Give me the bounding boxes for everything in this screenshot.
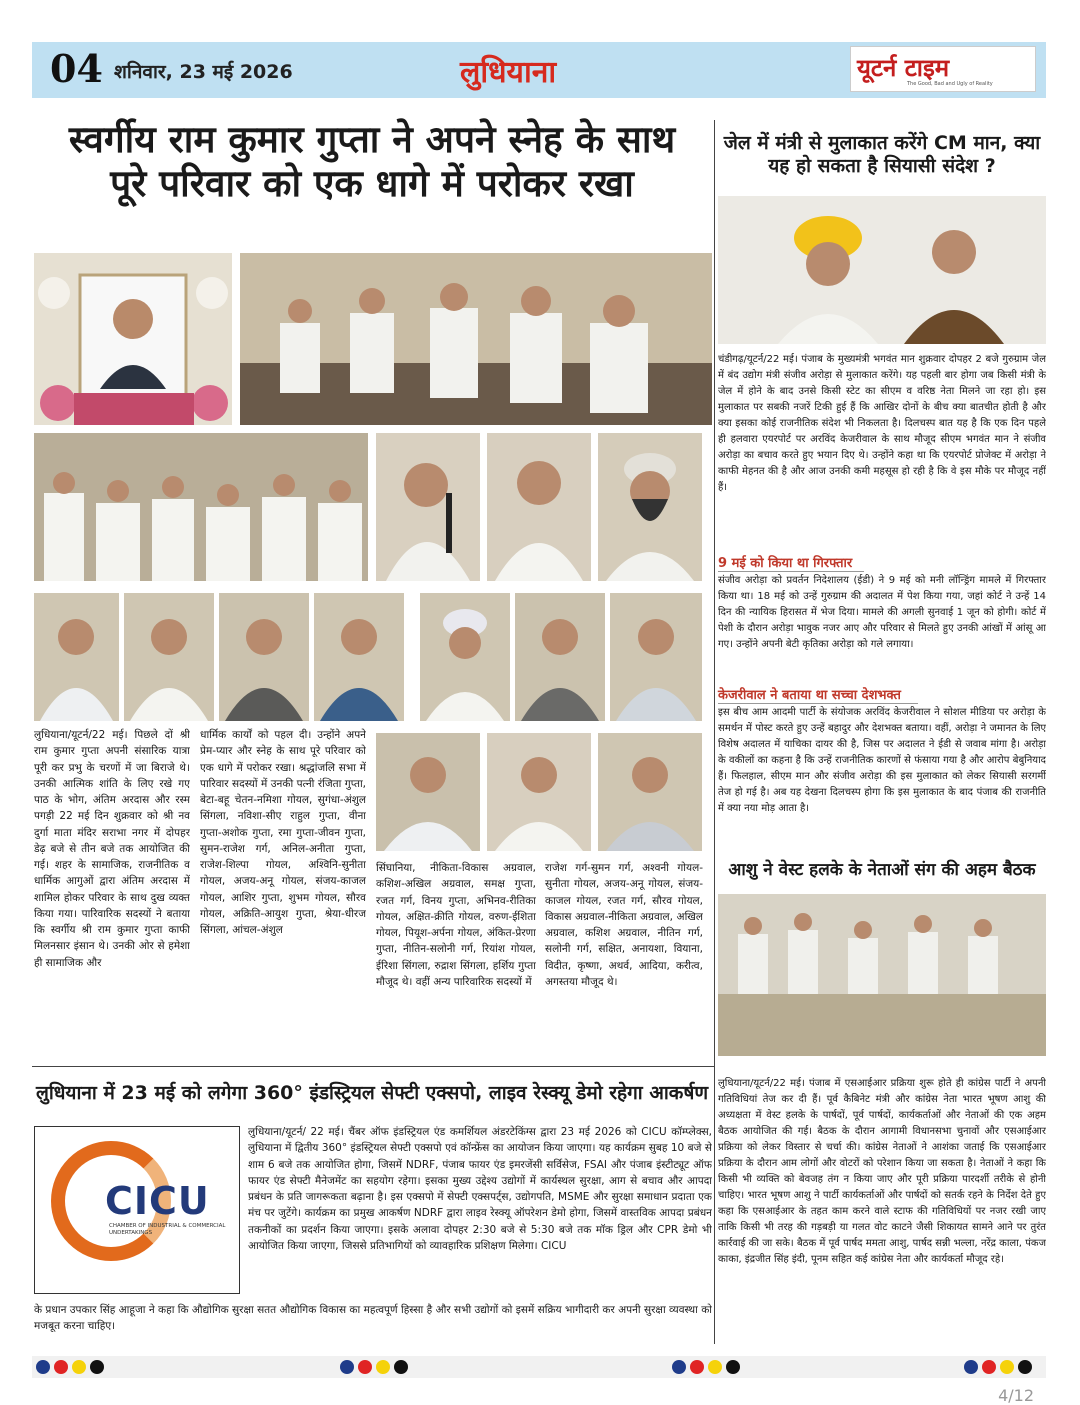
ashu-headline: आशु ने वेस्ट हलके के नेताओं संग की अहम बैठक bbox=[728, 860, 1036, 880]
cicu-logo-text: CICU bbox=[105, 1179, 210, 1223]
footer-dot-blue bbox=[672, 1360, 686, 1374]
portrait-photo bbox=[34, 253, 232, 425]
main-headline-line1: स्वर्गीय राम कुमार गुप्ता ने अपने स्नेह के साथ bbox=[68, 118, 676, 161]
footer-dot-yellow bbox=[708, 1360, 722, 1374]
gathering-photo-1 bbox=[240, 253, 712, 425]
main-headline-line2: पूरे परिवार को एक धागे में परोकर रखा bbox=[110, 162, 634, 206]
speaker-photo-1 bbox=[376, 433, 480, 581]
mourner-photo-8 bbox=[376, 733, 480, 851]
mourner-photo-6 bbox=[515, 593, 605, 721]
cm-subhead-1: 9 मई को किया था गिरफ्तार bbox=[718, 553, 864, 572]
mourner-photo-3 bbox=[219, 593, 309, 721]
cm-subhead-2: केजरीवाल ने बताया था सच्चा देशभक्त bbox=[718, 685, 918, 704]
footer-dot-red bbox=[690, 1360, 704, 1374]
ashu-meeting-photo bbox=[718, 894, 1046, 1056]
mourner-photo-1 bbox=[34, 593, 119, 721]
speaker-photo-3 bbox=[598, 433, 702, 581]
cm-headline: जेल में मंत्री से मुलाकात करेंगे CM मान, क्या यह हो सकता है सियासी संदेश ? bbox=[723, 132, 1041, 177]
mourner-photo-2 bbox=[124, 593, 214, 721]
logo-tagline: The Good, Bad and Ugly of Reality bbox=[907, 81, 993, 87]
mourner-photo-10 bbox=[598, 733, 702, 851]
footer-dot-black bbox=[394, 1360, 408, 1374]
footer-dot-red bbox=[54, 1360, 68, 1374]
cicu-logo bbox=[34, 1126, 240, 1294]
mourner-photo-7 bbox=[610, 593, 702, 721]
main-headline bbox=[32, 118, 712, 207]
speaker-photo-2 bbox=[487, 433, 591, 581]
footer-dot-blue bbox=[340, 1360, 354, 1374]
cm-story-para1: चंडीगढ़/यूटर्न/22 मई। पंजाब के मुख्यमंत्री भगवंत मान शुक्रवार दोपहर 2 बजे गुरुग्राम जेल में बंद उद्योग मंत्री संजीव अरोड़ा से मुलाकात करेंगे। यह पहली बार होगा जब किसी मंत्री के जेल में होने के बाद उनसे किसी स्टेट का सीएम व वरिष्ठ नेता मिलने जा रहा हो। इस मुलाकात पर सबकी नजरें टिकी हुई हैं कि आखिर दोनों के बीच क्या बातचीत होती है और क्या इसका कोई राजनीतिक संदेश भी निकलता है। दिलचस्प बात यह है कि एक दिन पहले ही हलवारा एयरपोर्ट पर अरविंद केजरीवाल के साथ मौजूद सीएम भगवंत मान ने संजीव अरोड़ा का बचाव करते हुए भयान दिए थे। उन्होंने कहा था कि एयरपोर्ट प्रोजेक्ट में अरोड़ा ने काफी मेहनत की है और आज उनकी कमी महसूस हो रही है कि वे इस मौके पर मौजूद नहीं हैं। bbox=[718, 354, 1046, 493]
mourner-photo-9 bbox=[487, 733, 591, 851]
footer-dot-yellow bbox=[376, 1360, 390, 1374]
footer-dot-red bbox=[982, 1360, 996, 1374]
section-divider bbox=[32, 1066, 714, 1067]
main-story-col1: लुधियाना/यूटर्न/22 मई। पिछले दों श्री राम कुमार गुप्ता अपनी संसारिक यात्रा पूरी कर प्रभु के चरणों में जा बिराजे थे। उनकी आत्मिक शांति के लिए रखे गए पाठ के भोग, अंतिम अरदास और रस्म पगड़ी 22 मई दिन शुक्रवार को श्री नव दुर्गा माता मंदिर सराभा नगर में दोपहर डेढ़ बजे से तीन बजे तक आयोजित की गई। शहर के सामाजिक, राजनीतिक व धार्मिक आगुओं द्वारा अंतिम अरदास में शामिल होकर परिवार के साथ दुख व्यक्त किया गया। पारिवारिक सदस्यों ने बताया कि स्वर्गीय श्री राम कुमार गुप्ता काफी मिलनसार इंसान थे। उनकी ओर से हमेशा ही सामाजिक और bbox=[34, 729, 190, 969]
gathering-photo-2 bbox=[34, 433, 368, 581]
ashu-story-body: लुधियाना/यूटर्न/22 मई। पंजाब में एसआईआर प्रक्रिया शुरू होते ही कांग्रेस पार्टी ने अपनी गतिविधियां तेज कर दी हैं। पूर्व कैबिनेट मंत्री और कांग्रेस नेता भारत भूषण आशु की अध्यक्षता में वेस्ट हलके के पार्षदों, पूर्व पार्षदों, कार्यकर्ताओं और नेताओं की एक अहम बैठक आयोजित की गई। बैठक के दौरान आगामी विधानसभा चुनावों और एसआईआर प्रक्रिया को लेकर विस्तार से चर्चा की। कांग्रेस नेताओं ने आशंका जताई कि एसआईआर प्रक्रिया के दौरान आम लोगों और वोटरों को परेशान किया जा सकता है। नेताओं ने कहा कि किसी भी व्यक्ति को बेवजह तंग न किया जाए और पूरी प्रक्रिया पारदर्शी तरीके से होनी चाहिए। भारत भूषण आशु ने पार्टी कार्यकर्ताओं और पार्षदों को सतर्क रहने के निर्देश देते हुए कहा कि एसआईआर के तहत काम करने वाले स्टाफ की गतिविधियों पर नजर रखी जाए ताकि किसी भी तरह की गड़बड़ी या गलत वोट काटने जैसी शिकायत सामने आने पर तुरंत कार्रवाई की जा सके। बैठक में पूर्व पार्षद ममता आशु, पार्षद सन्नी भल्ला, नरेंद्र काला, पंकज काका, इंद्रजीत सिंह इंदी, पूनम सहित कई कांग्रेस नेता और कार्यकर्ता मौजूद रहे। bbox=[718, 1078, 1046, 1265]
footer-dot-yellow bbox=[1000, 1360, 1014, 1374]
mourner-photo-4 bbox=[314, 593, 404, 721]
mourner-photo-5 bbox=[420, 593, 510, 721]
main-story-col3: सिंघानिया, नीकिता-विकास अग्रवाल, कशिश-अखिल अग्रवाल, समक्ष गुप्ता, रजत गर्ग, विनय गुप्ता, अभिनव-रीतिका गोयल, अक्षित-क्रीति गोयल, वरुण-ईशिता गोयल, पियूश-अर्पना गोयल, अंकित-प्रेरणा गुप्ता, नीतिन-सलोनी गर्ग, रियांश गोयल, ईरिशा सिंगला, रुद्राश सिंगला, हर्शिय गुप्ता मौजूद थे। वहीं अन्य पारिवारिक सदस्यों में bbox=[376, 862, 536, 988]
masthead bbox=[32, 42, 1046, 98]
main-story-col2: धार्मिक कार्यों को पहल दी। उन्होंने अपने प्रेम-प्यार और स्नेह के साथ पूरे परिवार को एक धागे में परोकर रखा। श्रद्धांजलि सभा में पारिवार सदस्यों में उनकी पत्नी रंजिता गुप्ता, बेटा-बहू चेतन-नमिशा गोयल, सुगंधा-अंशुल सिंगला, नविशा-सीए राहुल गुप्ता, वीना गुप्ता-अशोक गुप्ता, रमा गुप्ता-जीवन गुप्ता, सुमन-राजेश गर्ग, अनिल-अनीता गुप्ता, राजेश-शिल्पा गोयल, अश्विनि-सुनीता गोयल, अजय-अनू गोयल, संजय-काजल गोयल, आशिर गुप्ता, शुभम गोयल, सौरव गोयल, अक्रिति-आयुश गुप्ता, श्रेया-धीरज सिंगला, आंचल-अंशुल bbox=[200, 729, 366, 937]
page-number: 04 bbox=[50, 46, 103, 91]
page-indicator[interactable]: 4/12 bbox=[998, 1386, 1034, 1405]
logo-text: यूटर्न टाइम bbox=[857, 54, 950, 82]
issue-date: शनिवार, 23 मई 2026 bbox=[114, 61, 293, 83]
cm-story-para3: इस बीच आम आदमी पार्टी के संयोजक अरविंद केजरीवाल ने सोशल मीडिया पर अरोड़ा के समर्थन में पोस्ट करते हुए उन्हें बहादुर और देशभक्त बताया। वहीं, अरोड़ा ने जमानत के लिए विशेष अदालत में याचिका दायर की है, जिस पर अदालत ने ईडी से जवाब मांगा है। अरोड़ा के वकीलों का कहना है कि उन्हें राजनीतिक कारणों से फंसाया गया है और आरोप बेबुनियाद हैं। फिलहाल, सीएम मान और संजीव अरोड़ा की इस मुलाकात को लेकर सियासी सरगर्मी तेज हो गई है। अब यह देखना दिलचस्प होगा कि इस मुलाकात के बाद पंजाब की राजनीति में क्या नया मोड़ आता है। bbox=[718, 707, 1046, 814]
main-story-col4: राजेश गर्ग-सुमन गर्ग, अश्वनी गोयल-सुनीता गोयल, अजय-अनू गोयल, संजय-काजल गोयल, रजत गर्ग, सौरव गोयल, विकास अग्रवाल-नीकिता अग्रवाल, अखिल अग्रवाल, कशिश अग्रवाल, नीतिन गर्ग, सलोनी गर्ग, सक्षित, अनायशा, वियाना, विदीत, कृष्णा, अथर्व, आदिया, करीत्व, अगस्तया मौजूद थे। bbox=[545, 862, 703, 988]
cm-meeting-photo bbox=[718, 196, 1046, 344]
footer-dot-black bbox=[726, 1360, 740, 1374]
footer-dot-blue bbox=[36, 1360, 50, 1374]
section-city: लुधियाना bbox=[460, 55, 557, 90]
footer-dot-red bbox=[358, 1360, 372, 1374]
column-divider bbox=[714, 120, 715, 1344]
footer-dot-yellow bbox=[72, 1360, 86, 1374]
cicu-logo-sub: CHAMBER OF INDUSTRIAL & COMMERCIAL UNDERTAKINGS bbox=[109, 1223, 226, 1236]
footer-dot-black bbox=[90, 1360, 104, 1374]
expo-headline: लुधियाना में 23 मई को लगेगा 360° इंडस्ट्रियल सेफ्टी एक्सपो, लाइव रेस्क्यू डेमो रहेगा आकर्षण bbox=[35, 1082, 709, 1104]
newspaper-logo bbox=[850, 46, 1036, 92]
cm-story-para2: संजीव अरोड़ा को प्रवर्तन निदेशालय (ईडी) ने 9 मई को मनी लॉन्ड्रिंग मामले में गिरफ्तार किया था। 18 मई को उन्हें गुरुग्राम की अदालत में पेश किया गया, जहां कोर्ट ने उन्हें 14 दिन की न्यायिक हिरासत में भेज दिया। मामले की अगली सुनवाई 1 जून को होगी। कोर्ट में पेशी के दौरान अरोड़ा भावुक नजर आए और परिवार से मिलते हुए उनकी आंखों में आंसू आ गए। उन्होंने अपनी बेटी कृतिका अरोड़ा को गले लगाया। bbox=[718, 575, 1046, 650]
footer-dot-blue bbox=[964, 1360, 978, 1374]
footer-bar bbox=[32, 1356, 1046, 1378]
expo-story-body: लुधियाना/यूटर्न/ 22 मई। चैंबर ऑफ इंडस्ट्रियल एंड कमर्शियल अंडरटेकिंग्स द्वारा 23 मई 2026 को CICU कॉम्प्लेक्स, लुधियाना में द्वितीय 360° इंडस्ट्रियल सेफ्टी एक्सपो एवं कॉन्फ्रेंस का आयोजन किया जाएगा। यह कार्यक्रम सुबह 10 बजे से शाम 6 बजे तक आयोजित होगा, जिसमें NDRF, पंजाब फायर एंड इमरजेंसी सर्विसेज, FSAI और पंजाब इंस्टीट्यूट ऑफ फायर एंड सेफ्टी मैनेजमेंट का सहयोग रहेगा। इसका मुख्य उद्देश्य उद्योगों में कार्यस्थल सुरक्षा, आग से बचाव और आपदा प्रबंधन के प्रति जागरूकता बढ़ाना है। इस एक्सपो में सेफ्टी एक्सपर्ट्स, उद्योगपति, MSME और सुरक्षा समाधान प्रदाता एक मंच पर जुटेंगे। कार्यक्रम का प्रमुख आकर्षण NDRF द्वारा लाइव रेस्क्यू ऑपरेशन डेमो होगा, जिसमें वास्तविक आपदा प्रबंधन तकनीकों का प्रदर्शन किया जाएगा। इसके अलावा दोपहर 2:30 बजे से 5:30 बजे तक मॉक ड्रिल और CPR डेमो भी आयोजित किया जाएगा, जिससे प्रतिभागियों को व्यावहारिक प्रशिक्षण मिलेगा। CICU bbox=[248, 1126, 712, 1252]
expo-story-tail: के प्रधान उपकार सिंह आहूजा ने कहा कि औद्योगिक सुरक्षा सतत औद्योगिक विकास का महत्वपूर्ण हिस्सा है और सभी उद्योगों को इसमें सक्रिय भागीदारी कर अपनी सुरक्षा व्यवस्था को मजबूत करना चाहिए। bbox=[34, 1304, 712, 1333]
footer-dot-black bbox=[1018, 1360, 1032, 1374]
